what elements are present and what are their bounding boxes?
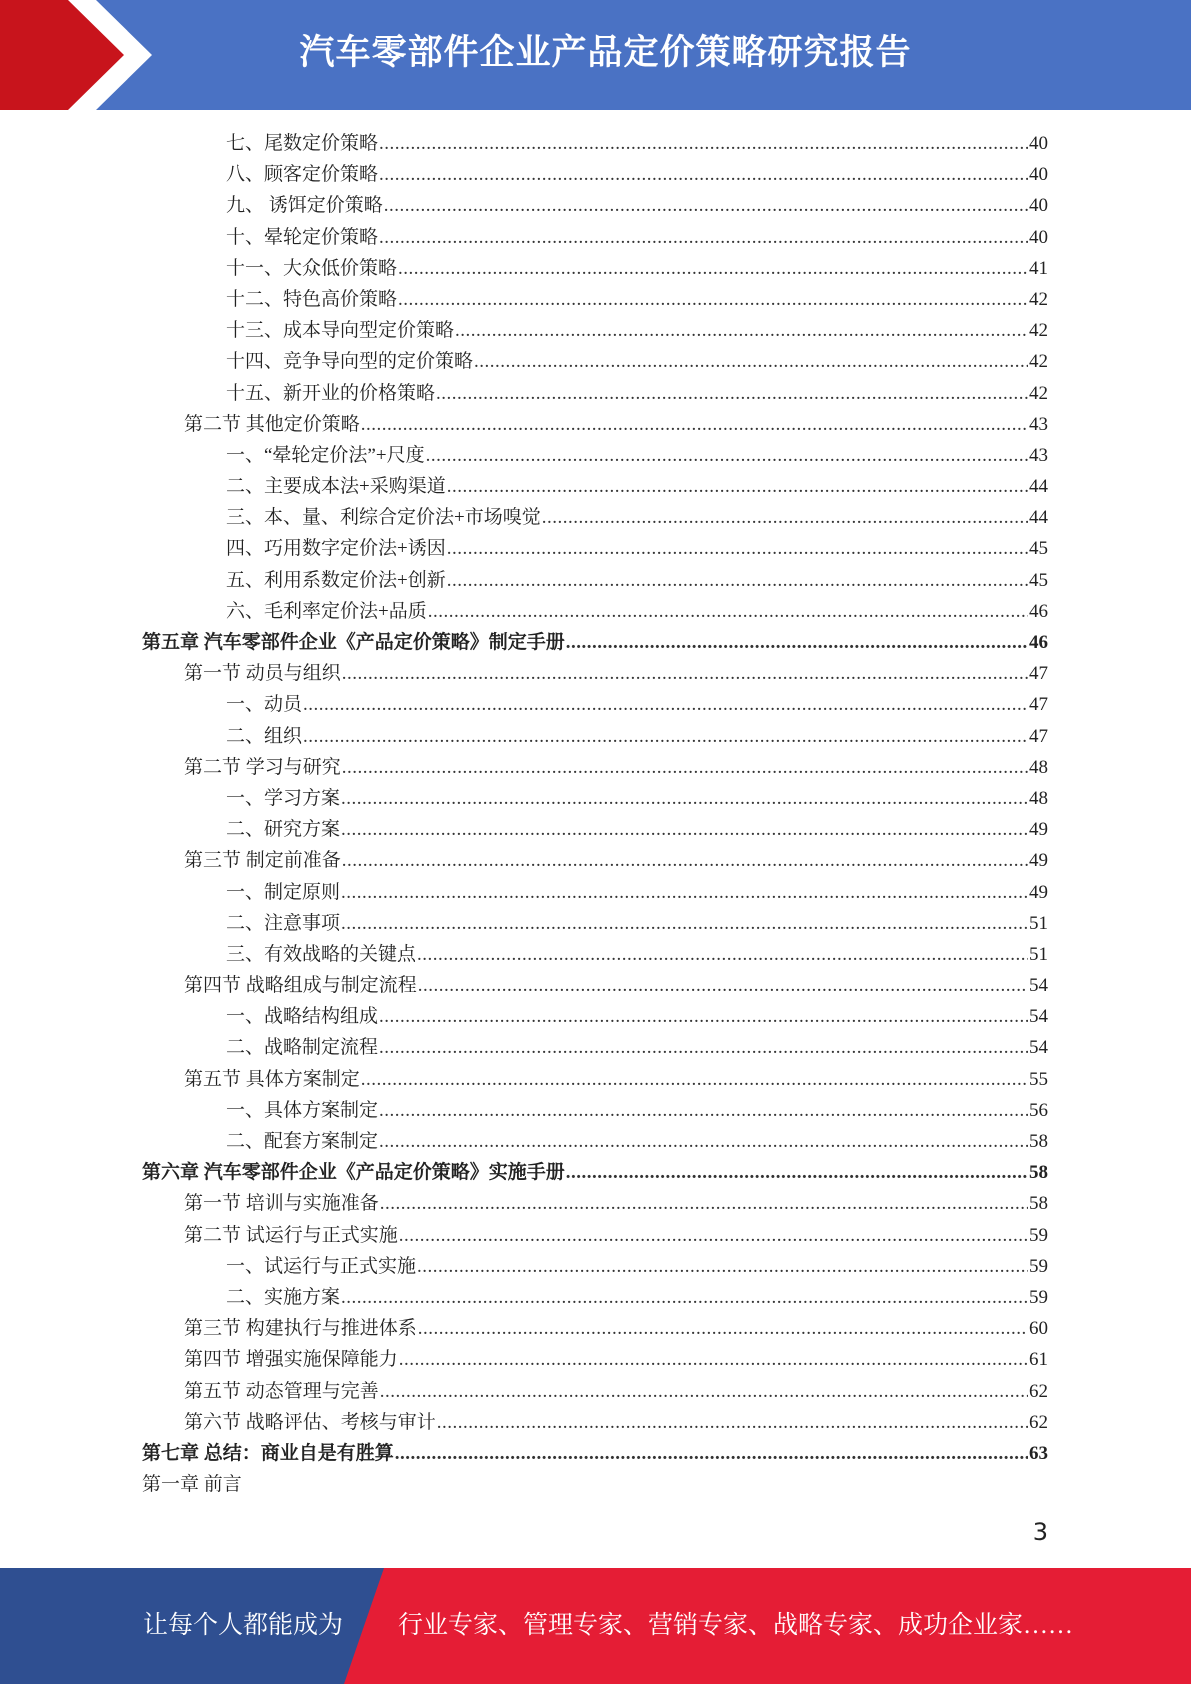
toc-entry-page: 43 <box>1029 413 1048 435</box>
toc-leader-dots <box>399 1349 1028 1371</box>
toc-entry-page: 48 <box>1029 787 1048 809</box>
toc-entry[interactable] <box>142 1344 1048 1375</box>
toc-entry[interactable] <box>142 378 1048 409</box>
toc-entry-label: 十三、成本导向型定价策略 <box>226 320 455 342</box>
toc-entry-page: 55 <box>1029 1068 1048 1090</box>
toc-entry-page: 59 <box>1029 1224 1048 1246</box>
toc-leader-dots <box>380 1381 1028 1403</box>
toc-entry[interactable] <box>142 533 1048 564</box>
toc-leader-dots <box>418 975 1028 997</box>
toc-entry[interactable] <box>142 689 1048 720</box>
toc-entry-label: 四、巧用数字定价法+诱因 <box>226 538 446 560</box>
toc-entry-page: 51 <box>1029 912 1048 934</box>
toc-entry-label: 一、“晕轮定价法”+尺度 <box>226 444 425 466</box>
toc-entry-label: 一、动员 <box>226 694 303 716</box>
toc-leader-dots <box>342 757 1028 779</box>
toc-entry[interactable] <box>142 471 1048 502</box>
toc-entry-label: 二、研究方案 <box>226 819 341 841</box>
toc-entry[interactable] <box>142 658 1048 689</box>
toc-entry[interactable] <box>142 596 1048 627</box>
toc-entry[interactable] <box>142 1313 1048 1344</box>
toc-entry-label: 第一节 培训与实施准备 <box>184 1193 379 1215</box>
toc-entry-page: 59 <box>1029 1255 1048 1277</box>
toc-entry[interactable] <box>142 1001 1048 1032</box>
toc-entry[interactable] <box>142 190 1048 221</box>
toc-leader-dots <box>379 133 1028 155</box>
document-title: 汽车零部件企业产品定价策略研究报告 <box>299 33 912 73</box>
toc-entry[interactable] <box>142 159 1048 190</box>
toc-leader-dots <box>398 289 1028 311</box>
toc-entry-label: 一、具体方案制定 <box>226 1099 379 1121</box>
toc-entry-page: 42 <box>1029 351 1048 373</box>
toc-entry-page: 58 <box>1029 1131 1048 1152</box>
toc-entry[interactable] <box>142 346 1048 377</box>
toc-entry[interactable] <box>142 409 1048 440</box>
toc-entry-label: 十五、新开业的价格策略 <box>226 382 436 404</box>
toc-entry[interactable] <box>142 721 1048 752</box>
toc-entry-label: 第二节 试运行与正式实施 <box>184 1224 398 1246</box>
toc-leader-dots <box>426 445 1028 467</box>
toc-leader-dots <box>379 164 1028 186</box>
toc-leader-dots <box>566 1162 1028 1184</box>
toc-entry-label: 第三节 制定前准备 <box>184 850 341 872</box>
toc-leader-dots <box>341 913 1028 935</box>
toc-entry-page: 49 <box>1029 850 1048 872</box>
toc-entry-label: 二、战略制定流程 <box>226 1037 379 1059</box>
toc-entry-label: 一、学习方案 <box>226 787 341 809</box>
toc-entry-label: 八、顾客定价策略 <box>226 164 379 186</box>
toc-leader-dots <box>384 195 1028 217</box>
toc-leader-dots <box>342 850 1028 872</box>
toc-entry[interactable] <box>142 284 1048 315</box>
toc-entry-label: 十、晕轮定价策略 <box>226 226 379 248</box>
toc-entry-label: 第四节 增强实施保障能力 <box>184 1349 398 1371</box>
toc-entry-label: 五、利用系数定价法+创新 <box>226 569 446 591</box>
toc-entry-page: 42 <box>1029 320 1048 342</box>
toc-entry-page: 47 <box>1029 663 1048 685</box>
toc-entry[interactable] <box>142 1220 1048 1251</box>
footer-slogan-right: 行业专家、管理专家、营销专家、战略专家、成功企业家…… <box>398 1612 1074 1639</box>
toc-entry[interactable] <box>142 1064 1048 1095</box>
toc-entry-label: 第五节 具体方案制定 <box>184 1068 360 1090</box>
toc-leader-dots <box>341 1287 1028 1309</box>
toc-entry-page: 54 <box>1029 1037 1048 1059</box>
toc-leader-dots <box>379 227 1028 249</box>
toc-entry[interactable] <box>142 1251 1048 1282</box>
toc-leader-dots <box>379 1131 1028 1153</box>
toc-entry-page: 42 <box>1029 288 1048 310</box>
toc-entry-label: 第六章 汽车零部件企业《产品定价策略》实施手册 <box>142 1162 565 1184</box>
toc-entry-page: 62 <box>1029 1380 1048 1402</box>
toc-leader-dots <box>341 788 1028 810</box>
toc-entry-label: 第三节 构建执行与推进体系 <box>184 1318 417 1340</box>
toc-entry-page: 61 <box>1029 1349 1048 1371</box>
toc-entry-label: 七、尾数定价策略 <box>226 133 379 154</box>
toc-entry-page: 51 <box>1029 943 1048 965</box>
toc-entry-label: 二、注意事项 <box>226 912 341 934</box>
toc-leader-dots <box>417 944 1028 966</box>
toc-entry[interactable] <box>142 1157 1048 1188</box>
toc-entry-page: 45 <box>1029 569 1048 591</box>
toc-entry-page: 54 <box>1029 1006 1048 1028</box>
toc-entry-label: 六、毛利率定价法+品质 <box>226 600 427 622</box>
toc-entry[interactable] <box>142 1032 1048 1063</box>
toc-entry-label: 第五章 汽车零部件企业《产品定价策略》制定手册 <box>142 632 565 653</box>
toc-leader-dots <box>417 1256 1028 1278</box>
toc-entry-label: 第六节 战略评估、考核与审计 <box>184 1411 436 1433</box>
toc-entry[interactable] <box>142 845 1048 876</box>
toc-entry[interactable] <box>142 1126 1048 1157</box>
toc-entry-page: 46 <box>1029 600 1048 622</box>
toc-leader-dots <box>303 694 1028 716</box>
toc-entry[interactable] <box>142 222 1048 253</box>
toc-entry-label: 第二节 学习与研究 <box>184 756 341 778</box>
toc-leader-dots <box>341 819 1028 841</box>
toc-entry-page: 63 <box>1029 1442 1048 1464</box>
toc-entry-label: 十二、特色高价策略 <box>226 288 398 310</box>
toc-entry-page: 47 <box>1029 725 1048 747</box>
toc-leader-dots <box>341 882 1028 904</box>
toc-leader-dots <box>447 538 1028 560</box>
toc-entry-page: 60 <box>1029 1318 1048 1340</box>
toc-entry[interactable] <box>142 1469 1048 1500</box>
toc-entry[interactable] <box>142 1438 1048 1469</box>
toc-entry[interactable] <box>142 1188 1048 1219</box>
toc-entry-page: 62 <box>1029 1411 1048 1433</box>
toc-leader-dots <box>395 1443 1028 1465</box>
toc-entry-label: 第一章 前言 <box>142 1474 242 1496</box>
toc-entry-page: 40 <box>1029 133 1048 154</box>
toc-leader-dots <box>455 320 1028 342</box>
toc-leader-dots <box>566 632 1028 654</box>
toc-entry-page: 54 <box>1029 975 1048 997</box>
toc-entry-label: 二、实施方案 <box>226 1286 341 1308</box>
toc-leader-dots <box>342 663 1028 685</box>
toc-entry-label: 九、 诱饵定价策略 <box>226 195 383 217</box>
toc-entry[interactable] <box>142 908 1048 939</box>
toc-leader-dots <box>379 1100 1028 1122</box>
toc-entry[interactable] <box>142 970 1048 1001</box>
toc-entry-label: 一、战略结构组成 <box>226 1006 379 1028</box>
toc-leader-dots <box>428 601 1028 623</box>
toc-entry-label: 十四、竞争导向型的定价策略 <box>226 351 474 373</box>
toc-entry[interactable] <box>142 1376 1048 1407</box>
toc-entry-page: 44 <box>1029 507 1048 529</box>
toc-entry-label: 三、有效战略的关键点 <box>226 943 417 965</box>
toc-entry[interactable] <box>142 1282 1048 1313</box>
toc-entry-label: 十一、大众低价策略 <box>226 257 398 279</box>
toc-leader-dots <box>436 383 1028 405</box>
toc-leader-dots <box>379 1006 1028 1028</box>
toc-leader-dots <box>542 507 1028 529</box>
toc-leader-dots <box>447 476 1028 498</box>
footer-slogan-left: 让每个人都能成为 <box>143 1612 344 1639</box>
header-banner <box>0 0 1191 110</box>
toc-entry-label: 第四节 战略组成与制定流程 <box>184 975 417 997</box>
toc-entry[interactable] <box>142 253 1048 284</box>
toc-entry[interactable] <box>142 1095 1048 1126</box>
toc-entry-page: 42 <box>1029 382 1048 404</box>
toc-entry[interactable] <box>142 783 1048 814</box>
toc-leader-dots <box>474 351 1028 373</box>
toc-entry-page: 45 <box>1029 538 1048 560</box>
toc-entry-page: 47 <box>1029 694 1048 716</box>
toc-entry-label: 二、主要成本法+采购渠道 <box>226 476 446 498</box>
toc-entry[interactable] <box>142 565 1048 596</box>
toc-entry-page: 58 <box>1029 1193 1048 1215</box>
toc-entry[interactable] <box>142 939 1048 970</box>
toc-leader-dots <box>399 1225 1028 1247</box>
toc-entry[interactable] <box>142 128 1048 159</box>
table-of-contents <box>142 128 1048 1500</box>
toc-entry-page: 46 <box>1029 632 1048 653</box>
toc-entry[interactable] <box>142 502 1048 533</box>
toc-entry-label: 第五节 动态管理与完善 <box>184 1380 379 1402</box>
toc-leader-dots <box>379 1037 1028 1059</box>
toc-entry-label: 第一节 动员与组织 <box>184 663 341 685</box>
toc-entry[interactable] <box>142 1407 1048 1438</box>
toc-entry-label: 二、配套方案制定 <box>226 1131 379 1152</box>
toc-entry-page: 40 <box>1029 164 1048 186</box>
toc-entry-page: 43 <box>1029 444 1048 466</box>
toc-leader-dots <box>437 1412 1028 1434</box>
toc-entry-page: 48 <box>1029 756 1048 778</box>
toc-entry-page: 56 <box>1029 1099 1048 1121</box>
toc-leader-dots <box>418 1318 1028 1340</box>
toc-entry-page: 40 <box>1029 195 1048 217</box>
toc-entry-page: 41 <box>1029 257 1048 279</box>
toc-entry-page: 40 <box>1029 226 1048 248</box>
toc-entry-label: 一、试运行与正式实施 <box>226 1255 417 1277</box>
toc-entry-page: 44 <box>1029 476 1048 498</box>
toc-leader-dots <box>303 726 1028 748</box>
toc-entry-label: 第七章 总结：商业自是有胜算 <box>142 1442 394 1464</box>
toc-entry-page: 59 <box>1029 1286 1048 1308</box>
toc-entry-page: 49 <box>1029 881 1048 903</box>
toc-entry-page: 49 <box>1029 819 1048 841</box>
toc-entry[interactable] <box>142 877 1048 908</box>
toc-entry-page: 58 <box>1029 1162 1048 1184</box>
toc-entry-label: 一、制定原则 <box>226 881 341 903</box>
toc-entry[interactable] <box>142 627 1048 658</box>
toc-entry-label: 第二节 其他定价策略 <box>184 413 360 435</box>
toc-entry[interactable] <box>142 814 1048 845</box>
toc-entry[interactable] <box>142 315 1048 346</box>
footer-banner <box>0 1568 1191 1684</box>
page-number: 3 <box>1032 1518 1048 1546</box>
toc-leader-dots <box>380 1193 1028 1215</box>
toc-leader-dots <box>361 1069 1028 1091</box>
toc-leader-dots <box>447 570 1028 592</box>
toc-entry[interactable] <box>142 440 1048 471</box>
toc-leader-dots <box>398 258 1028 280</box>
toc-leader-dots <box>361 414 1028 436</box>
toc-entry[interactable] <box>142 752 1048 783</box>
toc-entry-label: 三、本、量、利综合定价法+市场嗅觉 <box>226 507 541 529</box>
toc-entry-label: 二、组织 <box>226 725 303 747</box>
